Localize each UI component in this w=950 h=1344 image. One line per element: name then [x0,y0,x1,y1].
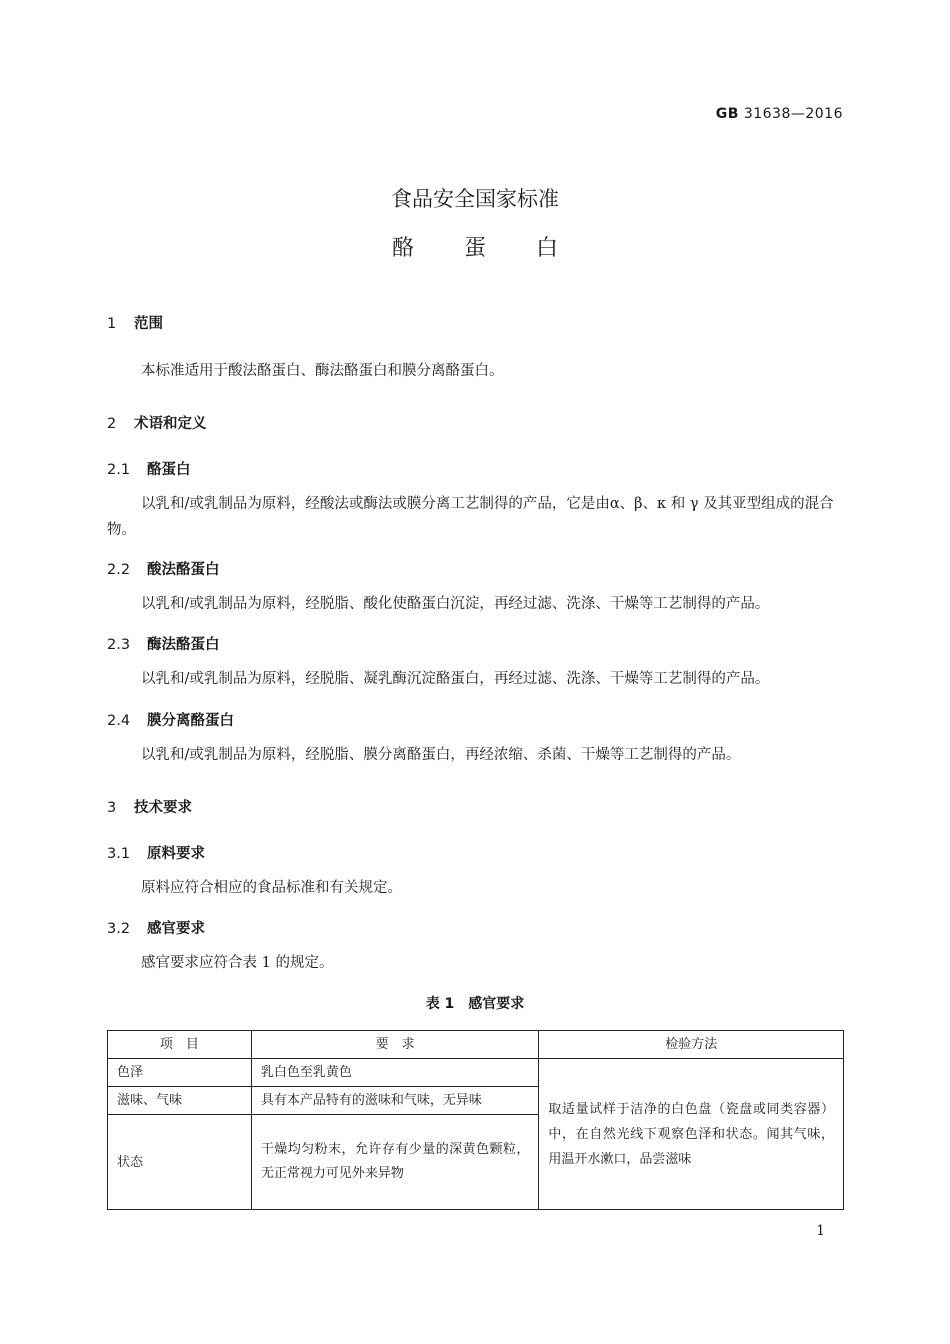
standard-prefix: GB [715,106,739,122]
column-header-method: 检验方法 [539,1031,844,1059]
section-3-1-body: 原料应符合相应的食品标准和有关规定。 [141,880,402,896]
section-title: 酶法酪蛋白 [147,637,220,653]
section-3-1-heading [107,842,205,863]
section-number: 3 [107,800,117,816]
section-title: 膜分离酪蛋白 [147,713,234,729]
row-requirement: 干燥均匀粉末，允许存有少量的深黄色颗粒，无正常视力可见外来异物 [251,1115,539,1210]
table-1-caption: 表 1 感官要求 [425,996,525,1012]
section-title: 范围 [134,316,163,332]
inspection-method: 取适量试样于洁净的白色盘（瓷盘或同类容器）中，在自然光线下观察色泽和状态。闻其气味，用温开水漱口，品尝滋味 [539,1059,844,1210]
section-2-1-body: 以乳和/或乳制品为原料，经酸法或酶法或膜分离工艺制得的产品，它是由α、β、κ 和 γ 及其亚型组成的混合物。 [107,496,834,538]
section-number: 1 [107,316,117,332]
row-item: 滋味、气味 [108,1087,252,1115]
section-title: 感官要求 [147,921,205,937]
table-header-row [108,1031,844,1059]
row-item: 状态 [108,1115,252,1210]
section-number: 2.2 [107,562,131,578]
section-2-1-heading [107,458,191,479]
section-2-3-body: 以乳和/或乳制品为原料，经脱脂、凝乳酶沉淀酪蛋白，再经过滤、洗涤、干燥等工艺制得的产品。 [141,671,770,687]
section-number: 2.4 [107,713,131,729]
row-item: 色泽 [108,1059,252,1087]
section-2-2-heading [107,558,220,579]
section-1-body: 本标准适用于酸法酪蛋白、酶法酪蛋白和膜分离酪蛋白。 [141,363,504,379]
section-2-4-body: 以乳和/或乳制品为原料，经脱脂、膜分离酪蛋白，再经浓缩、杀菌、干燥等工艺制得的产品。 [141,747,741,763]
section-3-heading [107,796,192,817]
section-number: 2.1 [107,462,131,478]
section-1-heading [107,312,163,333]
section-3-2-body: 感官要求应符合表 1 的规定。 [141,955,334,971]
standard-number [716,106,843,122]
section-title: 技术要求 [134,800,192,816]
section-2-heading [107,412,207,433]
section-number: 2.3 [107,637,131,653]
sensory-requirements-table [107,1030,844,1210]
column-header-item: 项 目 [108,1031,252,1059]
section-2-4-heading [107,709,234,730]
document-title: 食品安全国家标准 [391,187,559,211]
column-header-requirement: 要 求 [251,1031,539,1059]
row-requirement: 具有本产品特有的滋味和气味，无异味 [251,1087,539,1115]
section-number: 3.1 [107,846,131,862]
section-title: 酪蛋白 [147,462,191,478]
section-number: 2 [107,416,117,432]
table-row [108,1059,844,1087]
section-3-2-heading [107,917,205,938]
section-title: 酸法酪蛋白 [147,562,220,578]
section-2-3-heading [107,633,220,654]
standard-code: 31638—2016 [743,106,843,122]
section-number: 3.2 [107,921,131,937]
page-number: 1 [816,1223,825,1239]
row-requirement: 乳白色至乳黄色 [251,1059,539,1087]
document-name: 酪蛋白 [391,236,608,261]
section-title: 术语和定义 [134,416,207,432]
section-title: 原料要求 [147,846,205,862]
section-2-2-body: 以乳和/或乳制品为原料，经脱脂、酸化使酪蛋白沉淀，再经过滤、洗涤、干燥等工艺制得的产品。 [141,596,770,612]
